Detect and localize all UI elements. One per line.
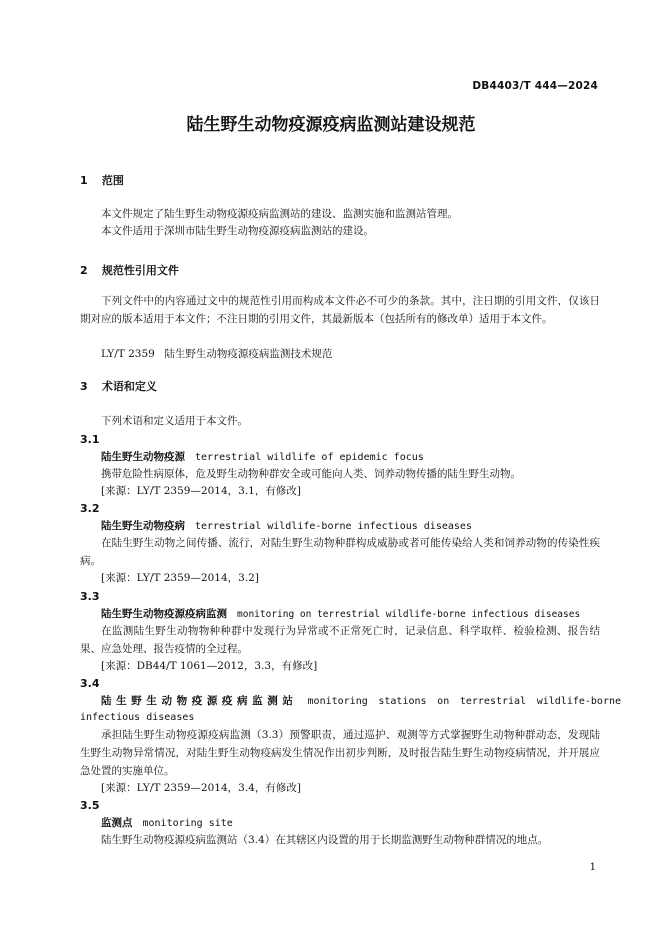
reference-title: 陆生野生动物疫源疫病监测技术规范 [164, 348, 333, 360]
term-en: monitoring stations on terrestrial wildlife-borne [307, 696, 622, 707]
term-en-continuation: infectious diseases [80, 712, 195, 723]
term-en: terrestrial wildlife of epidemic focus [195, 452, 424, 463]
term-zh: 陆生野生动物疫源 [101, 451, 185, 463]
term-zh: 陆生野生动物疫病 [101, 520, 185, 532]
term-number: 3.1 [80, 433, 100, 446]
term-definition: 陆生野生动物疫源疫病监测站（3.4）在其辖区内设置的用于长期监测野生动物种群情况的地点。 [101, 834, 549, 846]
term-en: monitoring site [142, 818, 233, 829]
document-title: 陆生野生动物疫源疫病监测站建设规范 [186, 115, 476, 135]
section-number: 2 [80, 264, 88, 277]
section-number: 1 [80, 174, 88, 187]
standard-code: DB4403/T 444—2024 [472, 80, 598, 92]
paragraph: 本文件规定了陆生野生动物疫源疫病监测站的建设、监测实施和监测站管理。 [101, 208, 458, 220]
term-definition: 在陆生野生动物之间传播、流行，对陆生野生动物种群构成威胁或者可能传染给人类和饲养动物的传染性疾病。 [80, 537, 600, 567]
term-en: terrestrial wildlife-borne infectious diseases [195, 521, 472, 532]
term-number: 3.2 [80, 502, 100, 515]
section-title: 术语和定义 [101, 380, 157, 393]
term-definition: 承担陆生野生动物疫源疫病监测（3.3）预警职责，通过巡护、观测等方式掌握野生动物种群动态，发现陆生野生动物异常情况，对陆生野生动物疫病发生情况作出初步判断，及时报告陆生野生动物疫病情况，并开展应急处置的实施单位。 [80, 729, 600, 777]
term-zh: 陆生野生动物疫源疫病监测 [101, 608, 227, 620]
page-number: 1 [589, 862, 596, 873]
section-title: 规范性引用文件 [101, 264, 179, 277]
reference-code: LY/T 2359 [101, 348, 155, 360]
section-2-heading [80, 262, 600, 278]
section-3-heading [80, 378, 600, 394]
term-definition: 携带危险性病原体，危及野生动物种群安全或可能向人类、饲养动物传播的陆生野生动物。 [101, 468, 521, 480]
term-source: [来源：LY/T 2359—2014，3.1，有修改] [101, 485, 301, 497]
term-source: [来源：LY/T 2359—2014，3.2] [101, 572, 259, 584]
section-title: 范围 [101, 174, 124, 187]
section-1-heading [80, 172, 600, 188]
paragraph: 下列文件中的内容通过文中的规范性引用而构成本文件必不可少的条款。其中，注日期的引用文件，仅该日期对应的版本适用于本文件；不注日期的引用文件，其最新版本（包括所有的修改单）适用于本文件。 [80, 295, 600, 325]
paragraph: 本文件适用于深圳市陆生野生动物疫源疫病监测站的建设。 [101, 225, 374, 237]
term-number: 3.4 [80, 677, 100, 690]
term-source: [来源：DB44/T 1061—2012，3.3，有修改] [101, 660, 318, 672]
term-source: [来源：LY/T 2359—2014，3.4，有修改] [101, 782, 301, 794]
term-zh: 监测点 [101, 817, 133, 829]
term-en: monitoring on terrestrial wildlife-borne infectious diseases [237, 609, 581, 620]
term-zh: 陆生野生动物疫源疫病监测站 [101, 695, 298, 707]
section-number: 3 [80, 380, 88, 393]
normative-reference [80, 345, 621, 363]
term-number: 3.3 [80, 590, 100, 603]
term-number: 3.5 [80, 799, 100, 812]
paragraph: 下列术语和定义适用于本文件。 [101, 415, 248, 427]
term-definition: 在监测陆生野生动物物种种群中发现行为异常或不正常死亡时，记录信息、科学取样、检验检测、报告结果、应急处理、报告疫情的全过程。 [80, 625, 600, 655]
